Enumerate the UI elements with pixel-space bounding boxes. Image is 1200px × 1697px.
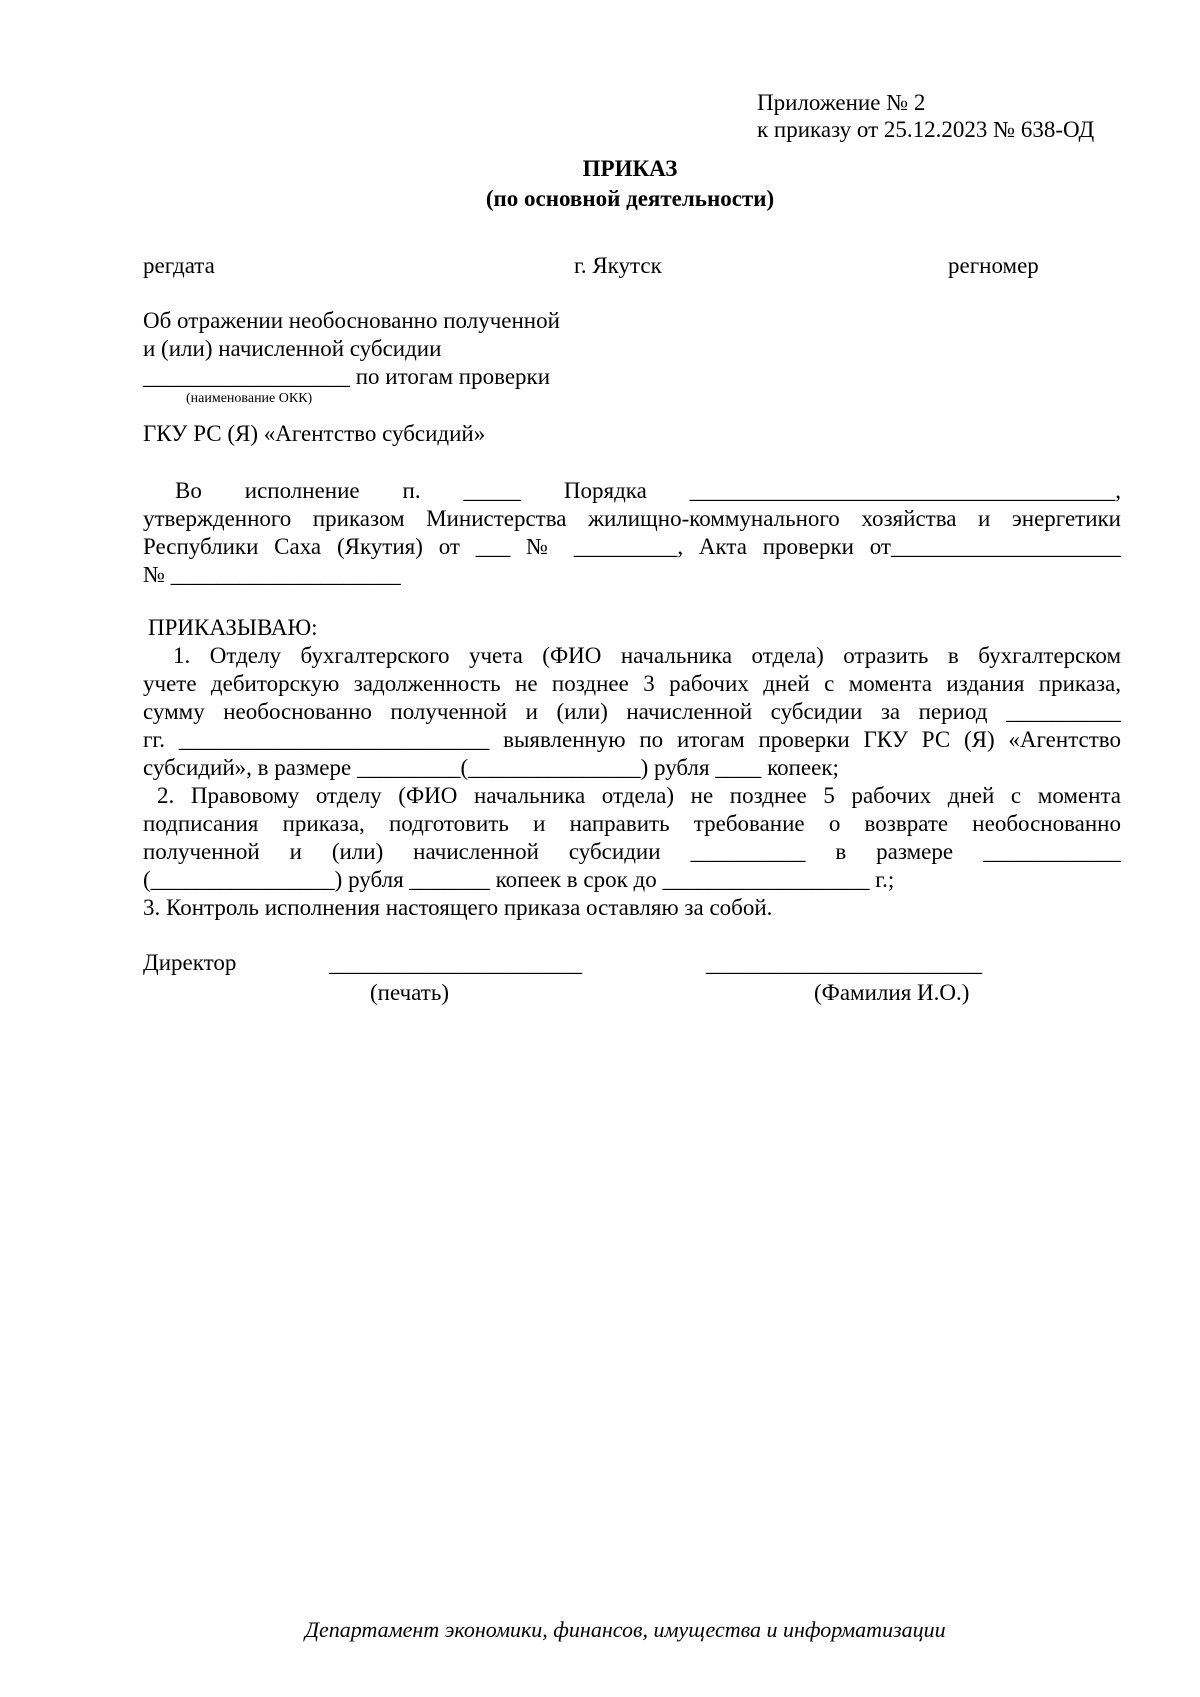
- item-1-line-1: 1. Отделу бухгалтерского учета (ФИО начальника отдела) отразить в бухгалтерском: [173, 643, 1121, 668]
- signatory-position: Директор: [143, 950, 237, 975]
- item-1-line-3: сумму необоснованно полученной и (или) начисленной субсидии за период __________: [143, 699, 1121, 724]
- name-label: (Фамилия И.О.): [814, 980, 970, 1005]
- item-1-line-4: гг. ___________________________ выявленную по итогам проверки ГКУ РС (Я) «Агентство: [143, 727, 1121, 752]
- appendix-reference: к приказу от 25.12.2023 № 638-ОД: [757, 117, 1095, 142]
- preamble: [143, 479, 1121, 591]
- subject-line-1: Об отражении необоснованно полученной: [143, 308, 560, 333]
- item-2-line-3: полученной и (или) начисленной субсидии __________ в размере ____________: [143, 839, 1121, 864]
- subject-line-2: и (или) начисленной субсидии: [143, 336, 442, 361]
- name-signature-line: ________________________: [706, 951, 982, 976]
- item-1-line-5: субсидий», в размере _________(_______________) рубля ____ копеек;: [143, 755, 839, 780]
- subject-organization: ГКУ РС (Я) «Агентство субсидий»: [143, 421, 486, 446]
- appendix-number: Приложение № 2: [757, 90, 926, 115]
- item-1-line-2: учете дебиторскую задолженность не позднее 3 рабочих дней с момента издания приказа,: [143, 671, 1121, 696]
- city: г. Якутск: [574, 253, 662, 278]
- seal-signature-line: ______________________: [329, 951, 582, 976]
- registration-number: регномер: [948, 253, 1039, 278]
- document-subtitle: (по основной деятельности): [485, 186, 775, 211]
- order-body: [143, 644, 1121, 924]
- subject-line-3: __________________ по итогам проверки: [143, 364, 551, 389]
- preamble-line-1: Во исполнение п. _____ Порядка _____________________________________,: [175, 478, 1121, 503]
- item-2-line-1: 2. Правовому отделу (ФИО начальника отдела) не позднее 5 рабочих дней с момента: [157, 783, 1121, 808]
- preamble-line-3: Республики Саха (Якутия) от ___ № _________, Акта проверки от____________________: [143, 534, 1121, 559]
- order-heading: ПРИКАЗЫВАЮ:: [148, 615, 318, 640]
- preamble-line-4: № ____________________: [143, 562, 401, 587]
- item-2-line-2: подписания приказа, подготовить и направить требование о возврате необоснованно: [143, 811, 1121, 836]
- footer-department: Департамент экономики, финансов, имущества и информатизации: [305, 1617, 946, 1642]
- okk-name-note: (наименование ОКК): [186, 391, 313, 406]
- registration-date: регдата: [143, 253, 215, 278]
- document-title: ПРИКАЗ: [582, 156, 678, 181]
- item-3: 3. Контроль исполнения настоящего приказа оставляю за собой.: [143, 895, 773, 920]
- preamble-line-2: утвержденного приказом Министерства жилищно-коммунального хозяйства и энергетики: [143, 506, 1121, 531]
- seal-label: (печать): [370, 980, 449, 1005]
- item-2-line-4: (________________) рубля _______ копеек в срок до __________________ г.;: [143, 867, 895, 892]
